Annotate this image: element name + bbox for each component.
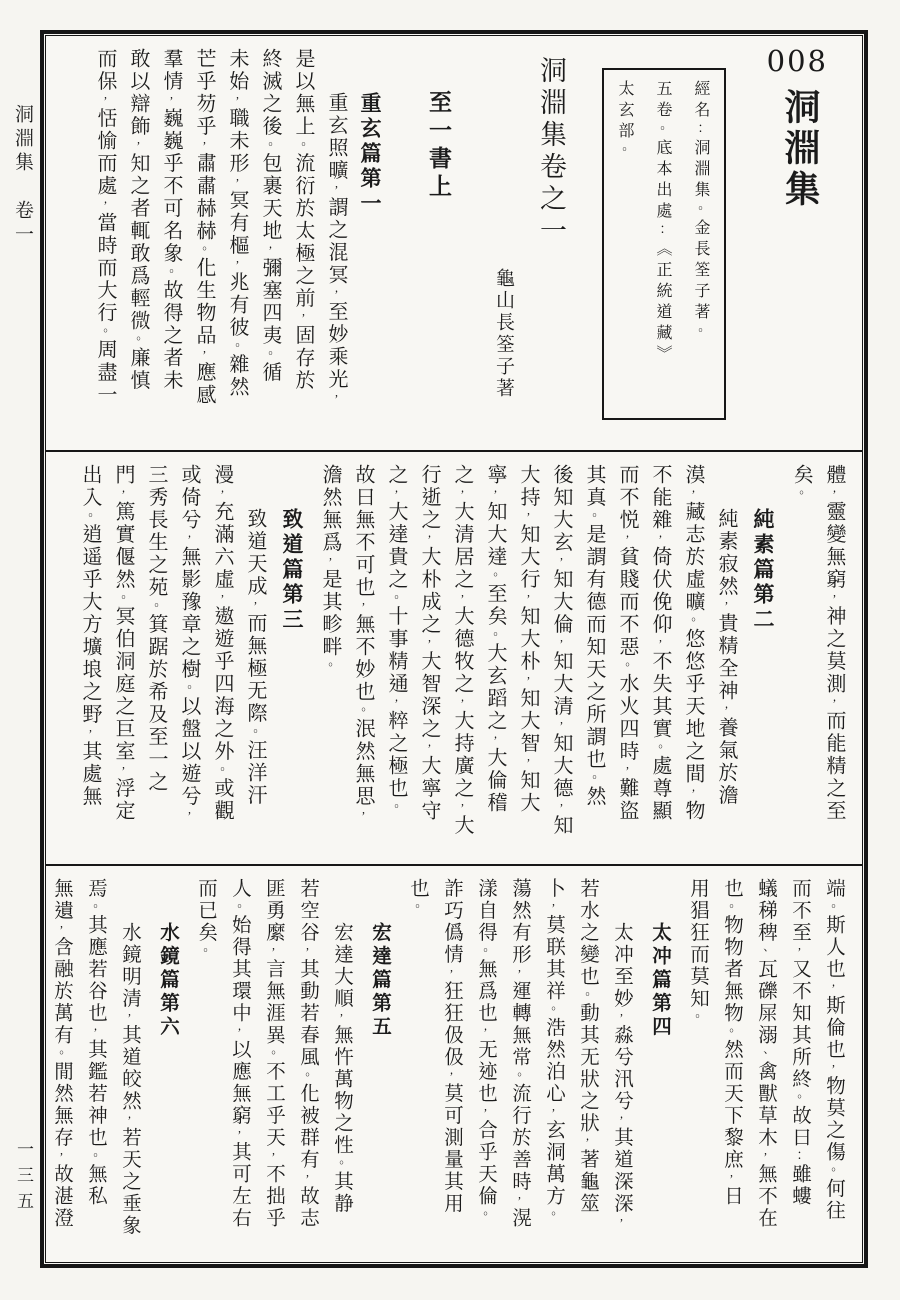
punctuation: 。: [230, 339, 244, 354]
body-column: 體，靈變無窮，神之莫測，而能精之至: [823, 464, 845, 823]
punctuation: 。: [98, 324, 112, 339]
punctuation: ，: [827, 591, 841, 606]
punctuation: 。: [263, 347, 277, 362]
punctuation: ，: [478, 1024, 492, 1039]
body-column: 而已矣。: [195, 878, 216, 959]
punctuation: ，: [758, 1149, 772, 1164]
text-columns-middle: [60, 460, 850, 856]
body-column: 蟻稊稗、瓦礫屎溺、禽獸草木，無不在: [755, 878, 776, 1230]
punctuation: 。: [792, 1090, 806, 1105]
punctuation: ，: [546, 1105, 560, 1120]
punctuation: 。: [232, 900, 246, 915]
body-column: 也。物物者無物。然而天下黎庶，日: [721, 878, 742, 1208]
punctuation: ，: [554, 800, 568, 815]
punctuation: 。: [215, 763, 229, 778]
punctuation: ，: [554, 554, 568, 569]
punctuation: 。: [724, 900, 738, 915]
text-columns-top: [60, 44, 580, 442]
punctuation: ，: [826, 1061, 840, 1076]
body-column: 終滅之後。包裹天地，彌塞四夷。循: [259, 48, 281, 384]
punctuation: ：: [693, 122, 707, 139]
punctuation: ，: [83, 726, 97, 741]
body-column: 用猖狂而莫知。: [687, 878, 708, 1025]
body-column: 而不悦，貧賤而不惡。水火四時，難盜: [616, 464, 638, 823]
body-column: 卜，莫联其祥。浩然泊心，玄洞萬方。: [543, 878, 564, 1222]
punctuation: ，: [230, 93, 244, 108]
punctuation: ，: [686, 785, 700, 800]
punctuation: 。: [88, 900, 102, 915]
punctuation: 。: [826, 900, 840, 915]
punctuation: 。: [655, 122, 669, 139]
register-middle: [46, 452, 862, 864]
punctuation: ，: [164, 93, 178, 108]
punctuation: 。: [488, 628, 502, 643]
punctuation: 。: [686, 613, 700, 628]
body-column: 也。: [407, 878, 428, 915]
heading-column: 水鏡篇第六: [157, 922, 178, 1040]
body-column: 匪勇縻，言無涯異。不工乎天，不拙乎: [263, 878, 284, 1230]
body-column: 蕩然有形，運轉無常。流行於善時，滉: [509, 878, 530, 1230]
punctuation: ，: [116, 486, 130, 501]
punctuation: ，: [197, 138, 211, 153]
body-column: 未始，職未形，冥有樞，兆有彼。雜然: [226, 48, 248, 399]
punctuation: ，: [266, 1149, 280, 1164]
body-column: 三秀長生之苑。箕踞於希及至一之: [145, 464, 167, 794]
punctuation: 。: [389, 800, 403, 815]
left-margin-strip: [0, 0, 40, 1300]
punctuation: 、: [758, 944, 772, 959]
punctuation: 。: [389, 591, 403, 606]
punctuation: ，: [614, 1010, 628, 1025]
body-column: 端。斯人也，斯倫也，物莫之傷。何往: [823, 878, 844, 1222]
page-frame: [40, 30, 868, 1268]
bibliographic-note-box: [602, 68, 726, 420]
punctuation: ，: [263, 242, 277, 257]
body-column: 漾自得。無爲也，无迹也，合乎天倫。: [475, 878, 496, 1222]
body-column: 出入。逍遥乎大方壙埌之野，其處無: [79, 464, 101, 808]
book-title: 洞淵集: [780, 88, 820, 211]
punctuation: ，: [356, 599, 370, 614]
punctuation: ，: [455, 486, 469, 501]
punctuation: 。: [410, 900, 424, 915]
punctuation: 。: [587, 771, 601, 786]
body-column: 大持，知大行，知大朴，知大智，知大: [517, 464, 539, 815]
heading-column: 致道篇第三: [280, 508, 304, 633]
note-column: 五卷。底本出處：《正統道藏》: [654, 80, 671, 366]
body-column: 漫，充滿六虛，遨遊乎四海之外。或觀: [211, 464, 233, 823]
punctuation: ，: [554, 636, 568, 651]
volume-title-column: 洞淵集卷之一: [536, 56, 566, 248]
body-column: 漠，藏志於虛曠。悠悠乎天地之間，物: [682, 464, 704, 823]
punctuation: ，: [521, 509, 535, 524]
body-column: 焉。其應若谷也，其鑑若神也。無私: [85, 878, 106, 1208]
punctuation: 。: [296, 138, 310, 153]
punctuation: ，: [444, 966, 458, 981]
punctuation: ，: [131, 138, 145, 153]
part-title-column: 至一書上: [426, 90, 451, 202]
punctuation: 。: [478, 944, 492, 959]
body-column: 其真。是謂有德而知天之所謂也。然: [583, 464, 605, 808]
punctuation: 。: [512, 1068, 526, 1083]
punctuation: ，: [620, 531, 634, 546]
punctuation: ，: [546, 900, 560, 915]
running-title: 洞淵集 卷一: [12, 104, 33, 248]
punctuation: 。: [546, 1002, 560, 1017]
body-column: 之，大清居之，大德牧之，大持廣之，大: [451, 464, 473, 837]
punctuation: ，: [444, 1068, 458, 1083]
punctuation: ，: [356, 808, 370, 823]
punctuation: 、: [758, 1046, 772, 1061]
punctuation: ，: [719, 598, 733, 613]
heading-column: 重玄篇第一: [358, 92, 382, 217]
punctuation: ，: [422, 531, 436, 546]
punctuation: ，: [98, 197, 112, 212]
punctuation: 。: [724, 1024, 738, 1039]
punctuation: ，: [614, 1112, 628, 1127]
punctuation: ，: [334, 1010, 348, 1025]
punctuation: 。: [478, 1207, 492, 1222]
body-column: 行逝之，大朴成之，大智深之，大寧守: [418, 464, 440, 823]
punctuation: 。: [54, 1046, 68, 1061]
punctuation: ：: [792, 1149, 806, 1164]
register-top: [46, 36, 862, 450]
punctuation: ，: [230, 257, 244, 272]
punctuation: 。: [263, 138, 277, 153]
punctuation: 。: [198, 944, 212, 959]
body-column: 而保，恬愉而處，當時而大行。周盡一: [94, 48, 116, 407]
heading-column: 宏達篇第五: [369, 922, 390, 1040]
punctuation: 。: [356, 703, 370, 718]
punctuation: ，: [455, 800, 469, 815]
folio-number: 一三五: [14, 1140, 33, 1218]
punctuation: ，: [389, 486, 403, 501]
punctuation: ，: [521, 673, 535, 688]
punctuation: ，: [215, 486, 229, 501]
punctuation: ，: [580, 1134, 594, 1149]
punctuation: 。: [653, 740, 667, 755]
punctuation: 。: [131, 332, 145, 347]
heading-column: 純素篇第二: [751, 508, 775, 633]
punctuation: ，: [422, 740, 436, 755]
punctuation: ，: [329, 182, 343, 197]
punctuation: 。: [182, 681, 196, 696]
punctuation: 。: [617, 143, 631, 160]
body-column: 羣情，巍巍乎不可名象。故得之者未: [160, 48, 182, 392]
punctuation: ：: [655, 223, 669, 240]
punctuation: ，: [232, 1024, 246, 1039]
body-column: 人。始得其環中，以應無窮，其可左右: [229, 878, 250, 1230]
body-column: 詐巧僞情，狂狂伋伋，莫可測量其用: [441, 878, 462, 1215]
punctuation: 。: [248, 725, 262, 740]
punctuation: ，: [88, 1024, 102, 1039]
punctuation: ，: [719, 702, 733, 717]
punctuation: 。: [83, 509, 97, 524]
punctuation: ，: [389, 695, 403, 710]
body-column: 故曰無不可也，無不妙也。泯然無思，: [352, 464, 374, 823]
punctuation: 。: [794, 486, 808, 501]
punctuation: ，: [488, 486, 502, 501]
punctuation: 。: [546, 1207, 560, 1222]
body-column: 矣。: [790, 464, 812, 501]
punctuation: ，: [323, 554, 337, 569]
body-column: 寧，知大達。至矣。大玄蹈之，大倫稽: [484, 464, 506, 815]
heading-column: 太冲篇第四: [649, 922, 670, 1040]
punctuation: ，: [54, 922, 68, 937]
punctuation: ，: [300, 1171, 314, 1186]
body-column: 是以無上。流衍於太極之前，固存於: [292, 48, 314, 392]
punctuation: ，: [248, 598, 262, 613]
opening-column: 致道天成，而無極无際。汪洋汗: [244, 508, 266, 807]
punctuation: 。: [323, 658, 337, 673]
opening-column: 宏達大順，無忤萬物之性。其静: [331, 922, 352, 1215]
punctuation: ，: [329, 391, 343, 406]
punctuation: ，: [230, 175, 244, 190]
punctuation: ，: [232, 1127, 246, 1142]
punctuation: 。: [693, 202, 707, 219]
author-column: 龜山長筌子著: [493, 268, 514, 400]
body-column: 之，大達貴之。十事精通，粹之極也。: [385, 464, 407, 815]
punctuation: ，: [266, 944, 280, 959]
body-column: 而不至，又不知其所終。故曰：雖螻: [789, 878, 810, 1208]
note-column: 經名：洞淵集。金長筌子著。: [692, 80, 709, 341]
opening-column: 水鏡明清，其道皎然，若天之垂象: [119, 922, 140, 1237]
punctuation: ，: [521, 755, 535, 770]
opening-column: 太冲至妙，淼兮汛兮，其道深深，: [611, 922, 632, 1230]
body-column: 後知大玄，知大倫，知大清，知大德，知: [550, 464, 572, 837]
punctuation: ，: [122, 1010, 136, 1025]
punctuation: 。: [826, 1163, 840, 1178]
punctuation: ，: [512, 1193, 526, 1208]
punctuation: ，: [455, 591, 469, 606]
collection-code: 008: [766, 44, 828, 78]
punctuation: ，: [455, 695, 469, 710]
punctuation: 。: [620, 658, 634, 673]
note-column: 太玄部。: [616, 80, 633, 160]
body-column: 澹然無爲，是其畛畔。: [319, 464, 341, 673]
punctuation: ，: [182, 808, 196, 823]
body-column: 無遺，含融於萬有。閒然無存，故湛澄: [51, 878, 72, 1230]
text-columns-bottom: [51, 874, 850, 1254]
punctuation: ，: [329, 286, 343, 301]
punctuation: ，: [827, 486, 841, 501]
punctuation: ，: [197, 347, 211, 362]
opening-column: 重玄照曠，謂之混冥，至妙乘光，: [325, 92, 347, 406]
punctuation: 。: [334, 1156, 348, 1171]
punctuation: ，: [512, 966, 526, 981]
punctuation: ，: [826, 980, 840, 995]
punctuation: ，: [521, 591, 535, 606]
punctuation: 。: [488, 568, 502, 583]
punctuation: ，: [54, 1149, 68, 1164]
punctuation: ，: [792, 944, 806, 959]
punctuation: 。: [693, 324, 707, 341]
body-column: 門，篤實偃然。冥伯洞庭之巨室，浮定: [112, 464, 134, 823]
punctuation: 。: [116, 591, 130, 606]
punctuation: ，: [614, 1215, 628, 1230]
punctuation: ，: [300, 944, 314, 959]
body-column: 芒乎芴乎，肅肅赫赫。化生物品，應感: [193, 48, 215, 407]
punctuation: 。: [587, 509, 601, 524]
punctuation: 。: [88, 1149, 102, 1164]
punctuation: 。: [164, 265, 178, 280]
punctuation: ，: [620, 763, 634, 778]
punctuation: ，: [122, 1112, 136, 1127]
punctuation: ，: [686, 486, 700, 501]
opening-column: 純素寂然，貴精全神，養氣於澹: [715, 508, 737, 807]
punctuation: ，: [554, 718, 568, 733]
punctuation: 。: [266, 1046, 280, 1061]
punctuation: ，: [488, 732, 502, 747]
punctuation: 。: [300, 1068, 314, 1083]
punctuation: ，: [827, 695, 841, 710]
punctuation: ，: [422, 636, 436, 651]
punctuation: ，: [478, 1105, 492, 1120]
body-column: 或倚兮，無影豫章之樹。以盤以遊兮，: [178, 464, 200, 823]
punctuation: ，: [182, 531, 196, 546]
body-column: 若空谷，其動若春風。化被群有，故志: [297, 878, 318, 1230]
punctuation: ，: [116, 763, 130, 778]
punctuation: ，: [98, 93, 112, 108]
punctuation: 。: [580, 988, 594, 1003]
body-column: 若水之變也。動其无狀之狀，著龜筮: [577, 878, 598, 1215]
register-bottom: [46, 866, 862, 1262]
page-frame-inner: [45, 35, 863, 1263]
punctuation: ，: [653, 531, 667, 546]
punctuation: ，: [724, 1171, 738, 1186]
body-column: 敢以辯飾，知之者輒敢爲輕微。廉慎: [127, 48, 149, 392]
punctuation: ，: [215, 591, 229, 606]
punctuation: 。: [197, 242, 211, 257]
punctuation: ，: [653, 636, 667, 651]
punctuation: 。: [149, 599, 163, 614]
body-column: 不能雜，倚伏俛仰，不失其實。處尊顯: [649, 464, 671, 823]
punctuation: 。: [690, 1010, 704, 1025]
punctuation: ，: [296, 310, 310, 325]
